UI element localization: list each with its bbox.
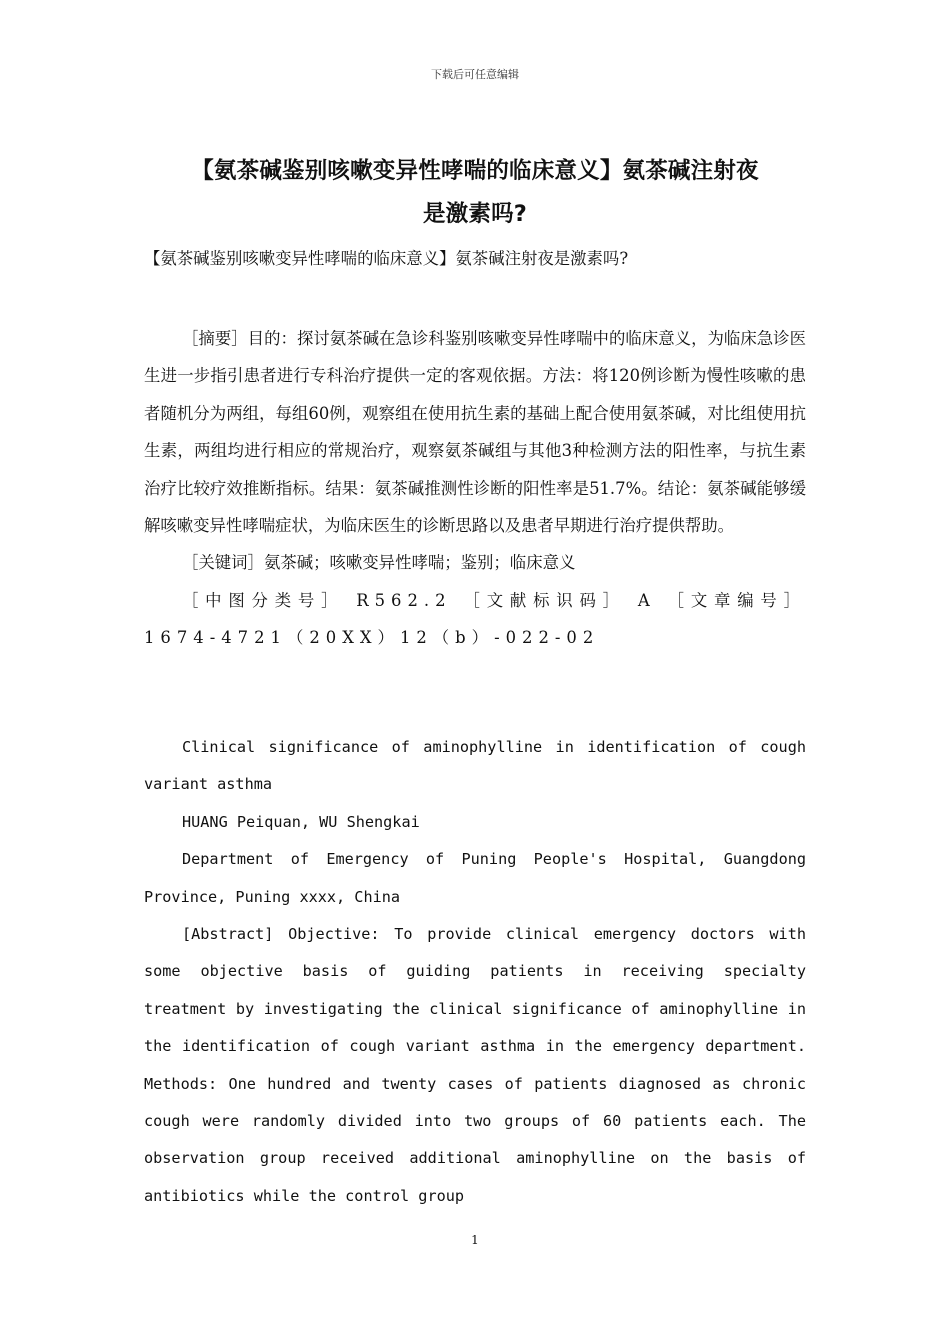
english-abstract: [Abstract] Objective: To provide clinical emergency doctors with some objective basis of guiding patients in receiving specialty treatment by investigating the clinical significance of aminophylline in the identification of cough variant asthma in the emergency department. Methods: One hundred and twenty cases of patients diagnosed as chronic cough were randomly divided into two groups of 60 patients each. The observation group received additional aminophylline on the basis of antibiotics while the control group <box>144 925 806 1205</box>
subtitle: 【氨茶碱鉴别咳嗽变异性哮喘的临床意义】氨茶碱注射夜是激素吗? <box>144 249 629 268</box>
header-note: 下载后可任意编辑 <box>431 68 519 81</box>
keywords-cn: ［关键词］氨茶碱；咳嗽变异性哮喘；鉴别；临床意义 <box>182 553 576 573</box>
english-authors: HUANG Peiquan, WU Shengkai <box>182 812 420 831</box>
page-number: 1 <box>471 1233 479 1247</box>
abstract-cn: ［摘要］目的：探讨氨茶碱在急诊科鉴别咳嗽变异性哮喘中的临床意义，为临床急诊医生进一步指引患者进行专科治疗提供一定的客观依据。方法：将120例诊断为慢性咳嗽的患者随机分为两组，每组60例，观察组在使用抗生素的基础上配合使用氨茶碱，对比组使用抗生素，两组均进行相应的常规治疗，观察氨茶碱组与其他3种检测方法的阳性率，与抗生素治疗比较疗效推断指标。结果：氨茶碱推测性诊断的阳性率是51.7%。结论：氨茶碱能够缓解咳嗽变异性哮喘症状，为临床医生的诊断思路以及患者早期进行治疗提供帮助。 <box>144 329 806 536</box>
chinese-section <box>144 320 806 657</box>
title-line-1: 【氨茶碱鉴别咳嗽变异性哮喘的临床意义】氨茶碱注射夜 <box>191 158 759 184</box>
title-line-2: 是激素吗? <box>422 201 528 227</box>
english-title: Clinical significance of aminophylline in identification of cough variant asthma <box>144 738 806 794</box>
classification-line: ［中图分类号］ R562.2 ［文献标识码］ A ［文章编号］ 1674-4721（20XX）12（b）-022-02 <box>144 590 806 648</box>
document-title <box>130 150 820 236</box>
english-section <box>144 729 806 1215</box>
english-affiliation: Department of Emergency of Puning People's Hospital, Guangdong Province, Puning xxxx, China <box>144 850 806 906</box>
